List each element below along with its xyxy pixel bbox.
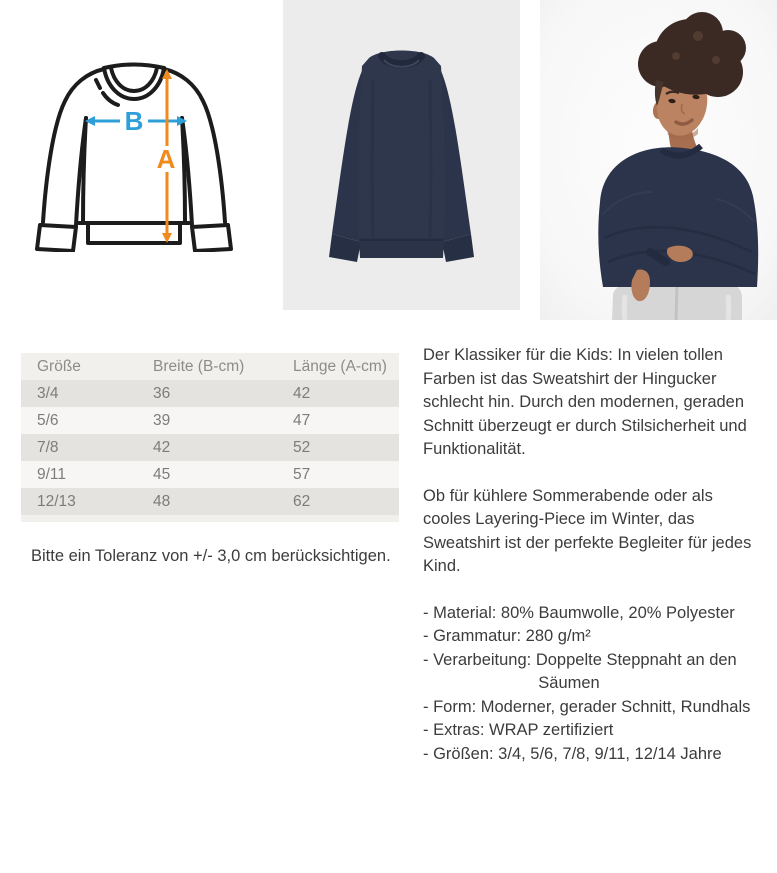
length-label: A	[156, 144, 176, 174]
cell-length: 42	[277, 380, 399, 407]
width-arrow-b	[85, 106, 187, 136]
col-header-size: Größe	[21, 353, 137, 380]
product-photo-svg	[283, 0, 520, 310]
table-row	[21, 488, 399, 515]
spec-verarbeitung-cont: Säumen	[538, 674, 600, 692]
spec-groessen: - Größen: 3/4, 5/6, 7/8, 9/11, 12/14 Jahre	[423, 744, 722, 763]
left-sleeve-outer	[43, 69, 104, 222]
spec-grammatur: - Grammatur: 280 g/m²	[423, 627, 591, 645]
description-paragraph-2: Ob für kühlere Sommerabende oder als cooles Layering-Piece im Winter, das Sweatshirt ist der perfekte Begleiter für jedes Kind.	[423, 486, 752, 575]
cell-size: 12/13	[21, 488, 137, 515]
cell-width: 36	[137, 380, 277, 407]
length-arrow-a	[151, 69, 181, 243]
cell-width: 48	[137, 488, 277, 515]
spec-form: - Form: Moderner, gerader Schnitt, Rundhals	[423, 697, 751, 716]
size-table-header-row	[21, 353, 399, 380]
cell-width: 45	[137, 461, 277, 488]
table-row	[21, 434, 399, 461]
right-cuff	[192, 225, 231, 251]
spec-extras: - Extras: WRAP zertifiziert	[423, 721, 614, 739]
body-right-side	[182, 118, 185, 223]
cell-width: 39	[137, 407, 277, 434]
measurement-diagram	[30, 52, 250, 252]
product-photo	[283, 0, 520, 310]
model-photo-svg	[540, 0, 777, 320]
stitch-mark-1	[96, 80, 100, 88]
cell-width: 42	[137, 434, 277, 461]
size-table	[21, 353, 399, 515]
model-photo	[540, 0, 777, 320]
spec-material: - Material: 80% Baumwolle, 20% Polyester	[423, 603, 735, 622]
sweatshirt-line-drawing-svg	[30, 52, 250, 252]
size-table-wrapper	[21, 353, 399, 522]
navy-sweatshirt	[598, 146, 758, 287]
cell-size: 7/8	[21, 434, 137, 461]
cell-size: 5/6	[21, 407, 137, 434]
collar-top	[104, 65, 164, 69]
garment-outline	[37, 65, 231, 252]
cell-length: 62	[277, 488, 399, 515]
spec-verarbeitung: - Verarbeitung: Doppelte Steppnaht an den	[423, 650, 737, 669]
cell-length: 52	[277, 434, 399, 461]
table-row	[21, 461, 399, 488]
body-left-side	[83, 118, 86, 223]
description-paragraph-1: Der Klassiker für die Kids: In vielen tollen Farben ist das Sweatshirt der Hingucker schlecht hin. Durch den modernen, geraden Schnitt überzeugt er durch Stilsicherheit und Funktionalität.	[423, 346, 747, 458]
tolerance-note: Bitte ein Toleranz von +/- 3,0 cm berücksichtigen.	[31, 547, 391, 565]
spec-list	[423, 602, 763, 767]
collar-inner	[111, 68, 157, 91]
product-description	[423, 344, 763, 766]
left-cuff	[37, 225, 76, 251]
cell-length: 57	[277, 461, 399, 488]
col-header-width: Breite (B-cm)	[137, 353, 277, 380]
width-label: B	[124, 106, 144, 136]
stitch-mark-2	[103, 93, 118, 105]
cell-size: 9/11	[21, 461, 137, 488]
table-row	[21, 407, 399, 434]
cell-length: 47	[277, 407, 399, 434]
table-row	[21, 380, 399, 407]
col-header-length: Länge (A-cm)	[277, 353, 399, 380]
cell-size: 3/4	[21, 380, 137, 407]
